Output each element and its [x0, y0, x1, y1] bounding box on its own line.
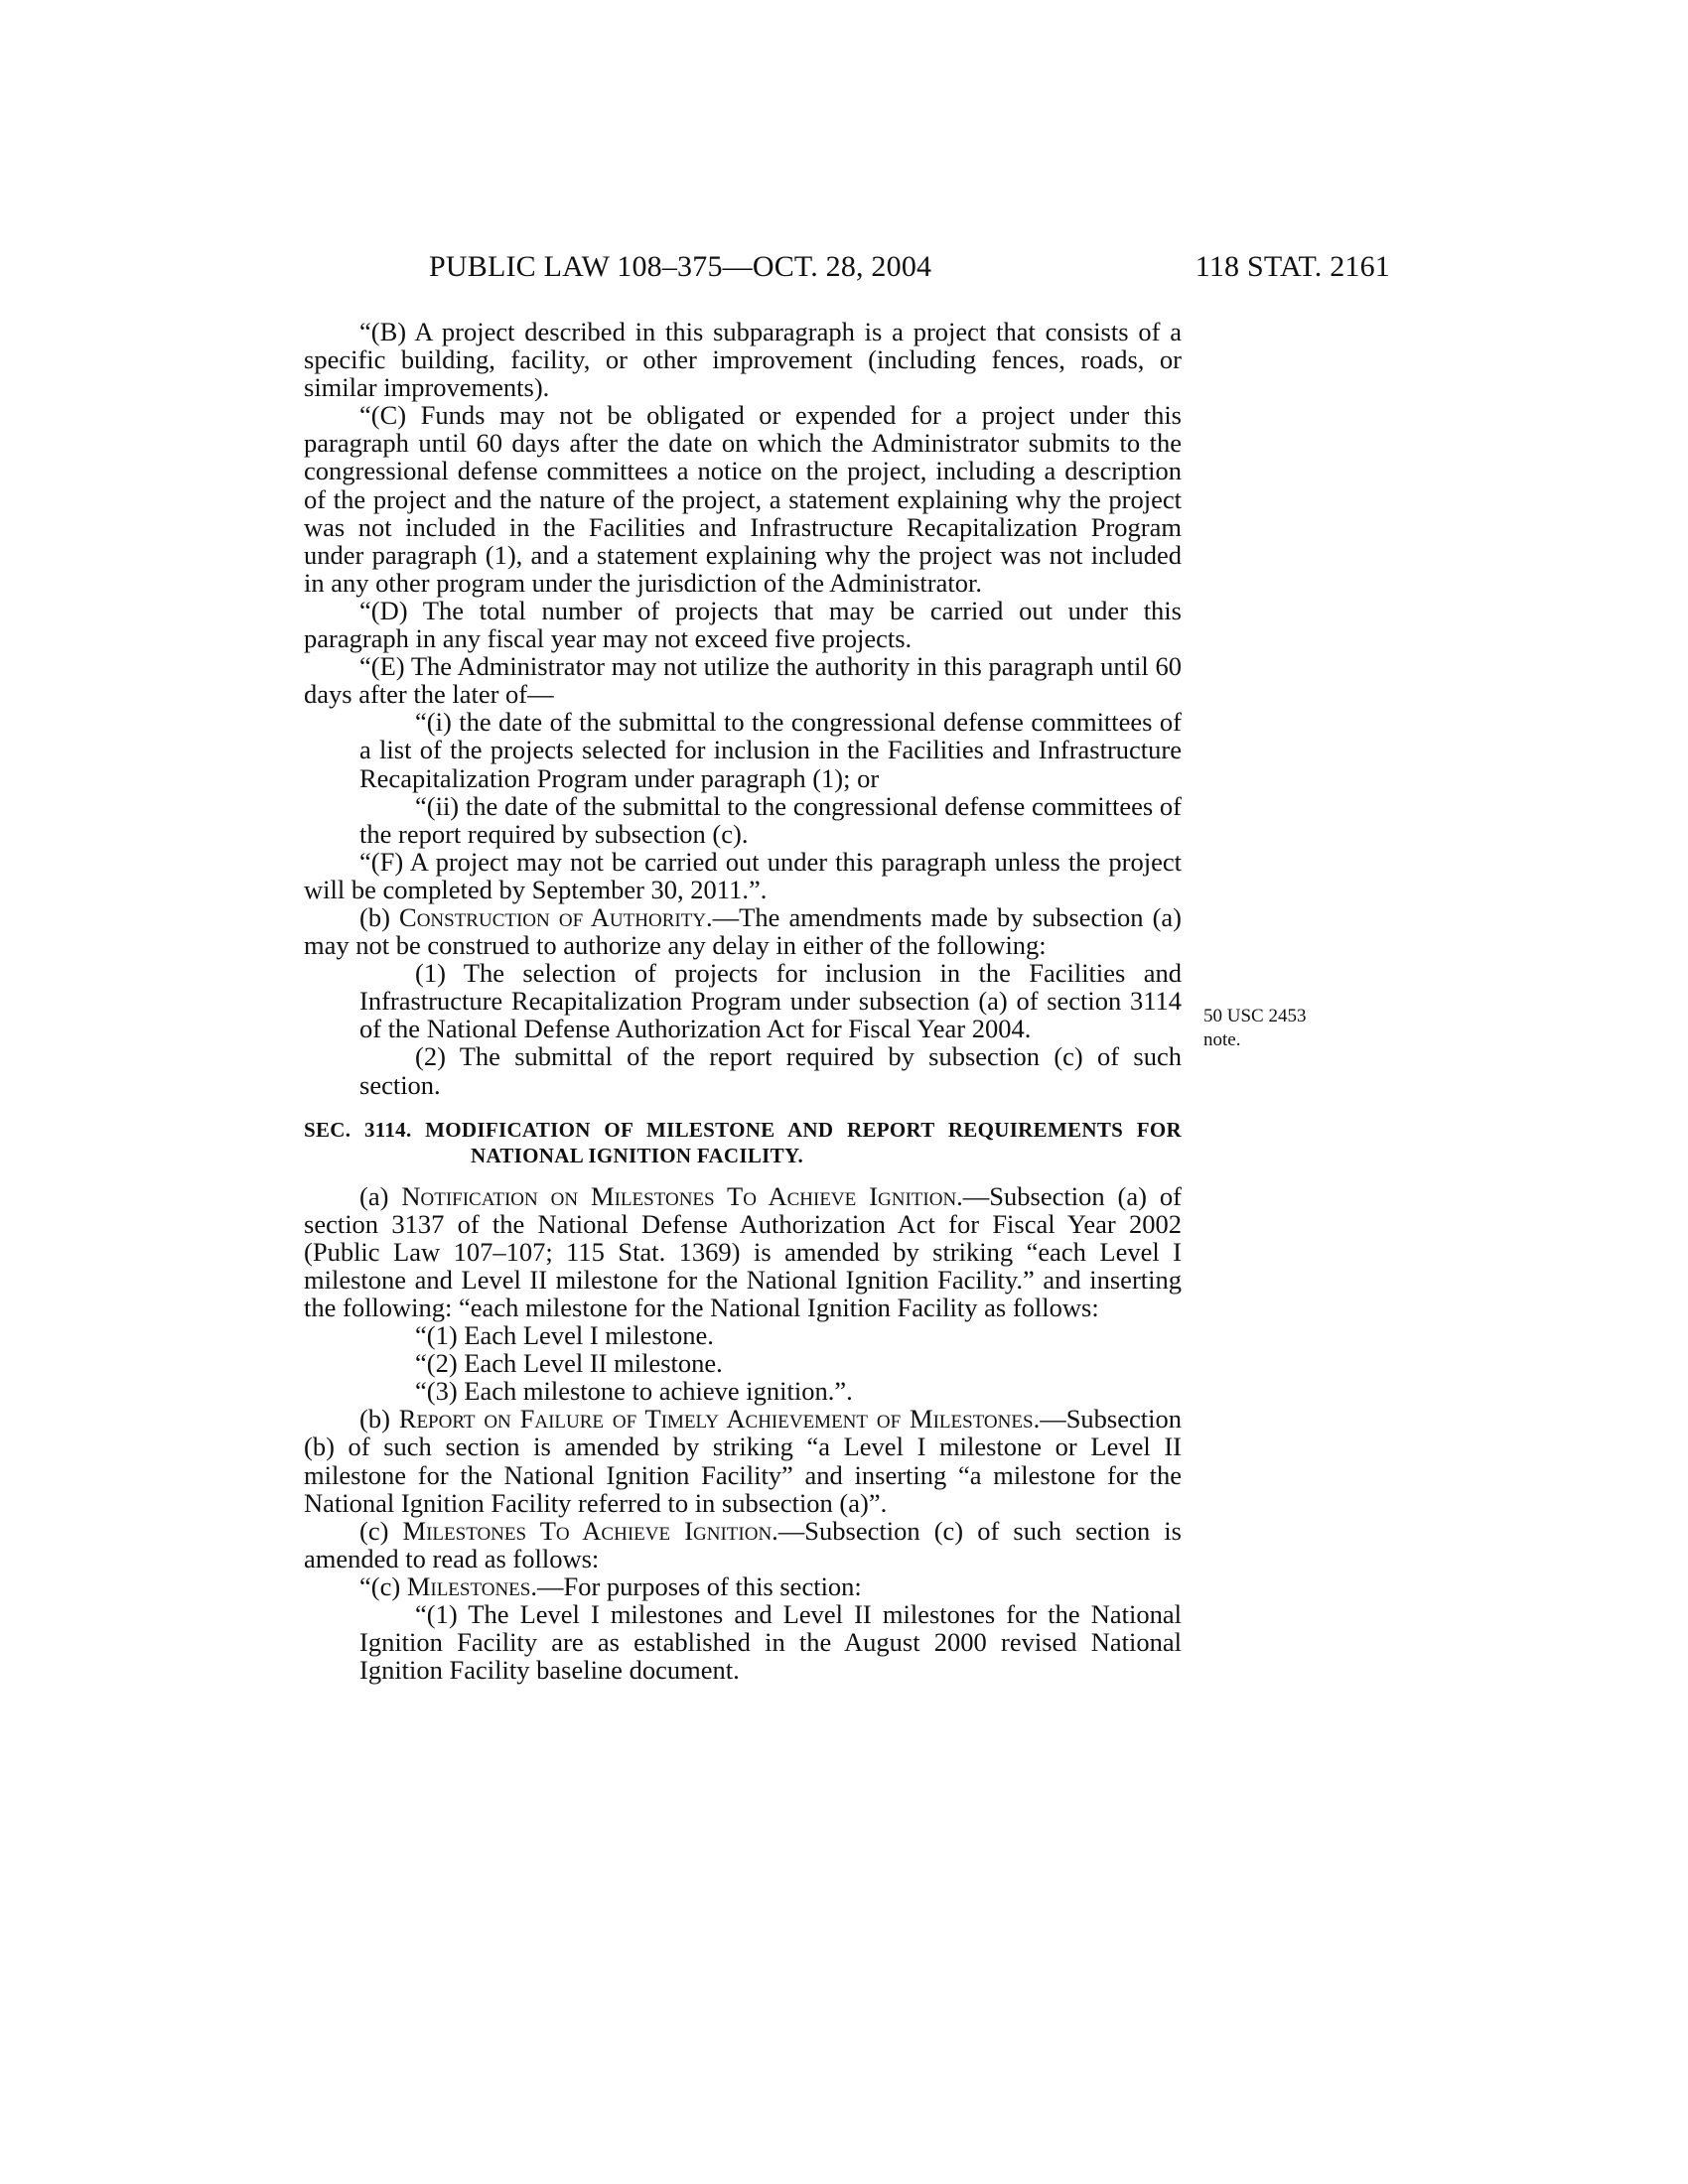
subsection-b-construction [304, 903, 1182, 959]
marginal-citation [1203, 1005, 1342, 1052]
quoted-item-1: “(1) The Level I milestones and Level II milestones for the National Ignition Facility are as established in the August 2000 revised National Ignition Facility baseline document. [359, 1599, 1182, 1686]
paragraph-d: “(D) The total number of projects that may be carried out under this paragraph in any fiscal year may not exceed five projects. [304, 595, 1182, 654]
item-1: (1) The selection of projects for inclusion in the Facilities and Infrastructure Recapitalization Program under subsection (a) of section 3114 of the National Defense Authorization Act for Fiscal Year 2004. [359, 958, 1182, 1044]
paragraph-f: “(F) A project may not be carried out under this paragraph unless the project will be completed by September 30, 2011.”. [304, 846, 1182, 904]
milestone-item-1: “(1) Each Level I milestone. [415, 1320, 714, 1351]
subsection-text: .—For purposes of this section: [530, 1570, 862, 1601]
running-head-title: PUBLIC LAW 108–375—OCT. 28, 2004 [429, 250, 932, 283]
body-text [304, 318, 1182, 1684]
marginal-citation-line: 50 USC 2453 [1203, 1006, 1307, 1026]
clause-i: “(i) the date of the submittal to the congressional defense committees of a list of the projects selected for inclusion in the Facilities and Infrastructure Recapitalization Program under paragraph (1); or [359, 707, 1182, 793]
item-2: (2) The submittal of the report required by subsection (c) of such section. [359, 1041, 1182, 1100]
subsection-prefix: (b) [359, 1404, 399, 1434]
subsection-caption: Milestones To Achieve Ignition [402, 1515, 773, 1546]
milestone-item-3: “(3) Each milestone to achieve ignition.”. [415, 1376, 853, 1407]
subsection-text: .—The amendments made by subsection (a) may not be construed to authorize any delay in either of the following: [304, 901, 1183, 961]
clause-ii: “(ii) the date of the submittal to the congressional defense committees of the report required by subsection (c). [359, 790, 1182, 849]
milestone-item-2: “(2) Each Level II milestone. [415, 1348, 723, 1379]
subsection-caption: Notification on Milestones To Achieve Ignition [401, 1180, 957, 1211]
subsection-prefix: (c) [359, 1515, 403, 1546]
subsection-caption: Construction of Authority [399, 901, 707, 932]
page-header [298, 250, 1390, 290]
subsection-prefix: (b) [359, 901, 400, 932]
subsection-caption: Milestones [406, 1570, 531, 1601]
section-heading: SEC. 3114. MODIFICATION OF MILESTONE AND REPORT REQUIREMENTS FOR NATIONAL IGNITION FACILITY. [304, 1117, 1182, 1167]
marginal-citation-line: note. [1203, 1029, 1241, 1050]
subsection-b-report [304, 1405, 1182, 1516]
paragraph-e: “(E) The Administrator may not utilize the authority in this paragraph until 60 days after the later of— [304, 651, 1182, 710]
paragraph-b: “(B) A project described in this subparagraph is a project that consists of a specific building, facility, or other improvement (including fences, roads, or similar improvements). [304, 317, 1182, 403]
statute-page-number: 118 STAT. 2161 [1195, 250, 1390, 283]
subsection-prefix: (a) [359, 1180, 402, 1211]
quoted-subsection-c [304, 1572, 1182, 1600]
subsection-text: .—Subsection (c) of such section is amended to read as follows: [304, 1515, 1182, 1573]
subsection-text: .—Subsection (b) of such section is amended by striking “a Level I milestone or Level II milestone for the National Ignition Facility” and inserting “a milestone for the National Ignition Facility referred to in subsection (a)”. [304, 1404, 1182, 1518]
subsection-c-milestones [304, 1517, 1182, 1572]
subsection-prefix: “(c) [359, 1570, 407, 1601]
subsection-text: .—Subsection (a) of section 3137 of the National Defense Authorization Act for Fiscal Year 2002 (Public Law 107–107; 115 Stat. 1369) is amended by striking “each Level I milestone and Level II milestone for the National Ignition Facility.” and inserting the following: “each milestone for the National Ignition Facility as follows: [304, 1180, 1182, 1322]
subsection-caption: Report on Failure of Timely Achievement of Milestones [398, 1404, 1034, 1434]
paragraph-c: “(C) Funds may not be obligated or expended for a project under this paragraph until 60 days after the date on which the Administrator submits to the congressional defense committees a notice on the project, including a description of the project and the nature of the project, a statement explaining why the project was not included in the Facilities and Infrastructure Recapitalization Program under paragraph (1), and a statement explaining why the project was not included in any other program under the jurisdiction of the Administrator. [304, 400, 1182, 598]
subsection-a-notification [304, 1182, 1182, 1321]
